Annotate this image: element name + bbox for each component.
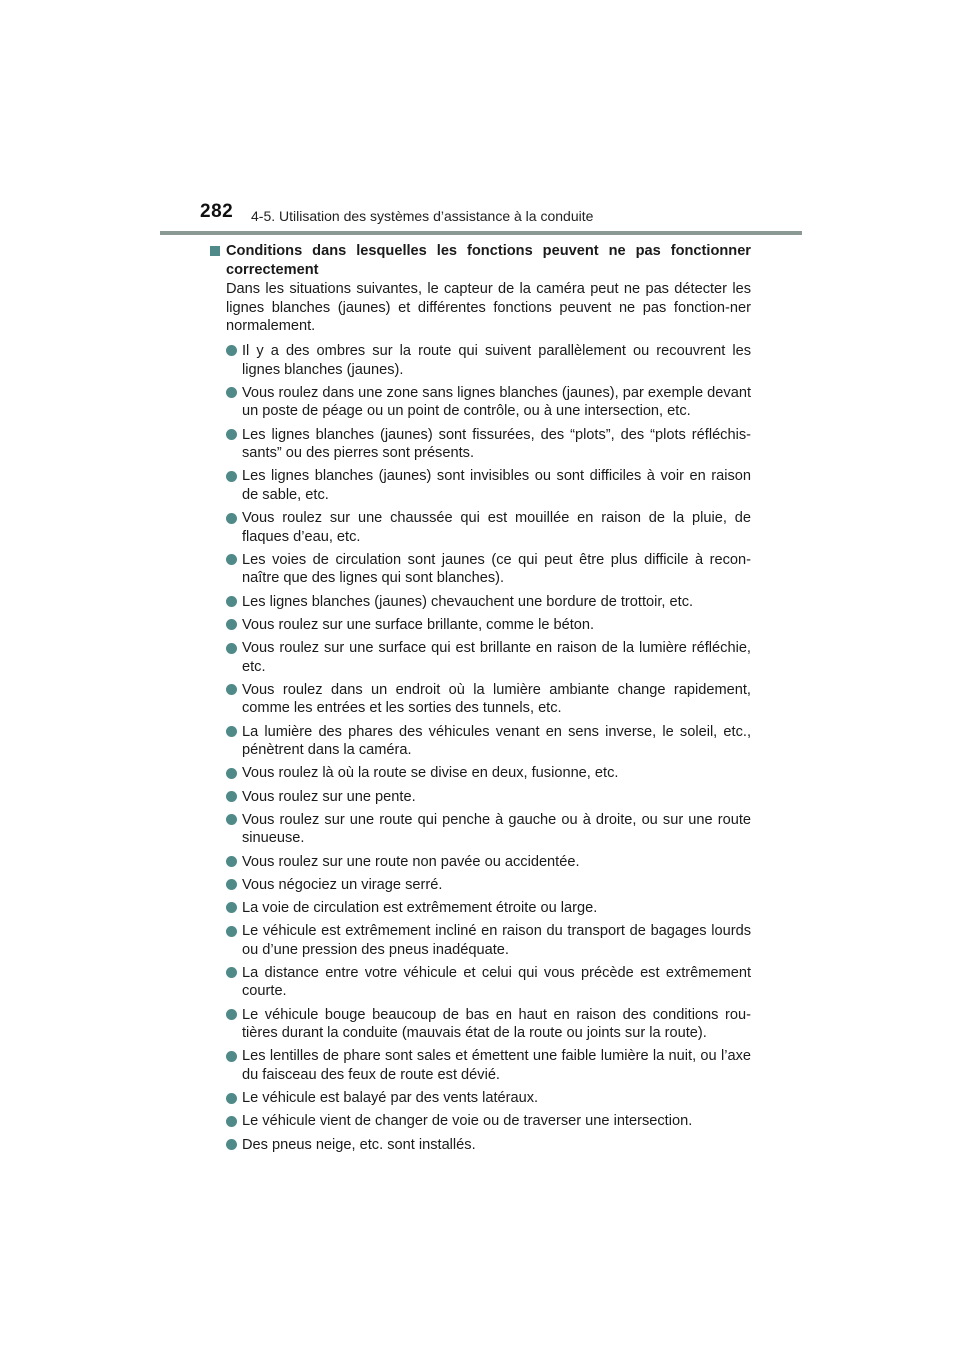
round-bullet-icon [226,643,237,654]
list-item [210,1006,751,1043]
list-item [210,788,751,807]
list-item [210,681,751,718]
round-bullet-icon [226,345,237,356]
list-item-text: Les lignes blanches (jaunes) sont invisibles ou sont difficiles à voir en raison de sable, etc. [242,468,751,503]
section-intro: Dans les situations suivantes, le capteur de la caméra peut ne pas détecter les lignes blanches (jaunes) et différentes fonctions peuvent ne pas fonction-ner normalement. [226,281,751,335]
round-bullet-icon [226,471,237,482]
list-item-text: Vous roulez sur une route qui penche à gauche ou à droite, ou sur une route sinueuse. [242,811,751,847]
list-item [210,764,751,783]
list-item-text: Vous négociez un virage serré. [242,876,443,893]
list-item-text: Vous roulez sur une pente. [242,788,416,805]
list-item-text: Vous roulez là où la route se divise en deux, fusionne, etc. [242,765,619,782]
list-item [210,509,751,546]
header-divider [160,231,802,235]
list-item [210,467,751,504]
round-bullet-icon [226,967,237,978]
round-bullet-icon [226,684,237,695]
round-bullet-icon [226,879,237,890]
section-header-title: 4-5. Utilisation des systèmes d’assistance à la conduite [251,208,594,224]
list-item [210,876,751,895]
page-number: 282 [200,201,234,222]
round-bullet-icon [226,1009,237,1020]
section-heading [210,242,751,279]
square-bullet-icon [210,246,220,256]
list-item-text: Vous roulez sur une route non pavée ou accidentée. [242,853,580,870]
list-item-text: Les lignes blanches (jaunes) sont fissurées, des “plots”, des “plots réfléchis-sants” ou des pierres sont présents. [242,426,751,462]
round-bullet-icon [226,902,237,913]
list-item-text: La lumière des phares des véhicules venant en sens inverse, le soleil, etc., pénètrent dans la caméra. [242,723,751,759]
list-item-text: Vous roulez dans une zone sans lignes blanches (jaunes), par exemple devant un poste de péage ou un point de contrôle, ou à une intersection, etc. [242,384,751,420]
list-item-text: Le véhicule est extrêmement incliné en raison du transport de bagages lourds ou d’une pression des pneus inadéquate. [242,923,751,958]
list-item [210,616,751,635]
list-item [210,593,751,612]
list-item-text: Le véhicule est balayé par des vents latéraux. [242,1090,539,1107]
round-bullet-icon [226,554,237,565]
list-item [210,1136,751,1155]
round-bullet-icon [226,596,237,607]
list-item-text: Vous roulez sur une chaussée qui est mouillée en raison de la pluie, de flaques d’eau, etc. [242,510,751,545]
list-item [210,1089,751,1108]
round-bullet-icon [226,926,237,937]
round-bullet-icon [226,513,237,524]
list-item-text: Vous roulez sur une surface qui est brillante en raison de la lumière réfléchie, etc. [242,640,751,675]
round-bullet-icon [226,1116,237,1127]
round-bullet-icon [226,814,237,825]
list-item [210,853,751,872]
conditions-list [210,342,751,1154]
round-bullet-icon [226,619,237,630]
list-item-text: Il y a des ombres sur la route qui suivent parallèlement ou recouvrent les lignes blanches (jaunes). [242,342,751,378]
list-item-text: Des pneus neige, etc. sont installés. [242,1136,476,1153]
list-item-text: Les lignes blanches (jaunes) chevauchent une bordure de trottoir, etc. [242,593,694,610]
round-bullet-icon [226,387,237,398]
list-item [210,811,751,848]
list-item [210,899,751,918]
list-item [210,551,751,588]
round-bullet-icon [226,1139,237,1150]
round-bullet-icon [226,1051,237,1062]
list-item-text: Vous roulez sur une surface brillante, comme le béton. [242,616,595,633]
round-bullet-icon [226,791,237,802]
list-item-text: Les lentilles de phare sont sales et émettent une faible lumière la nuit, ou l’axe du faisceau des feux de route est dévié. [242,1048,751,1084]
list-item-text: La distance entre votre véhicule et celui qui vous précède est extrêmement courte. [242,964,751,1000]
list-item [210,723,751,760]
list-item [210,1047,751,1084]
page-content [210,242,751,1154]
list-item-text: La voie de circulation est extrêmement étroite ou large. [242,899,598,916]
list-item-text: Les voies de circulation sont jaunes (ce qui peut être plus difficile à recon-naître que des lignes qui sont blanches). [242,551,751,587]
round-bullet-icon [226,856,237,867]
list-item [210,342,751,379]
round-bullet-icon [226,726,237,737]
list-item [210,426,751,463]
list-item-text: Le véhicule bouge beaucoup de bas en haut en raison des conditions rou-tières durant la conduite (mauvais état de la route ou joints sur la route). [242,1006,751,1042]
round-bullet-icon [226,1093,237,1104]
list-item [210,922,751,959]
list-item [210,639,751,676]
section-heading-text: Conditions dans lesquelles les fonctions peuvent ne pas fonctionner correctement [226,243,751,278]
list-item [210,964,751,1001]
list-item-text: Le véhicule vient de changer de voie ou de traverser une intersection. [242,1113,693,1130]
round-bullet-icon [226,768,237,779]
round-bullet-icon [226,429,237,440]
list-item [210,1112,751,1131]
list-item-text: Vous roulez dans un endroit où la lumière ambiante change rapidement, comme les entrées et les sorties des tunnels, etc. [242,681,751,717]
list-item [210,384,751,421]
